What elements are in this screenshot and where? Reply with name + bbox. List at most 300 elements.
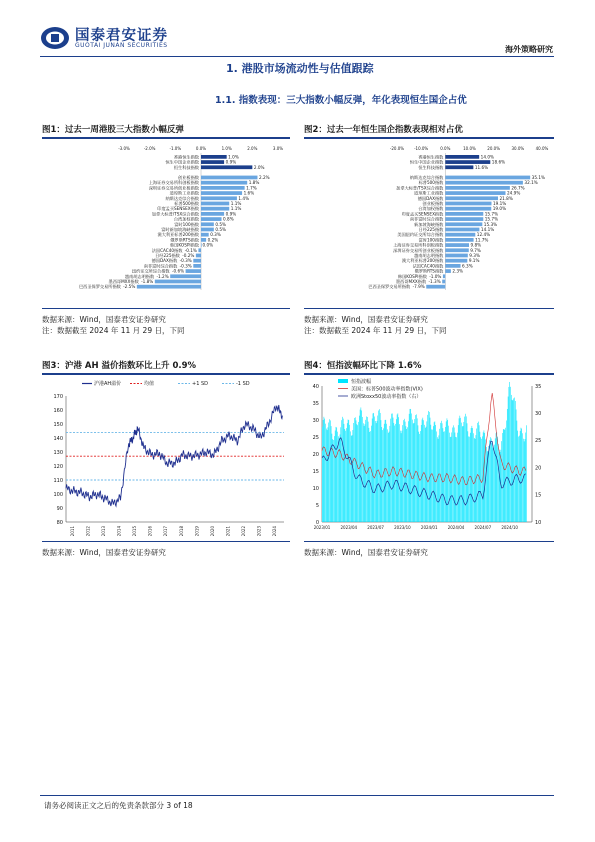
bar-value-label: 32.1%: [524, 180, 538, 186]
y-left-tick-label: 10: [312, 485, 319, 492]
hsi-vol-bar: [473, 433, 474, 522]
bar: [201, 155, 227, 159]
bar-category-label: 香港恒生指数: [173, 154, 199, 160]
hsi-vol-bar: [478, 422, 479, 522]
bar-category-label: 纽约证交所综合指数: [131, 268, 170, 274]
hsi-vol-bar: [413, 423, 414, 522]
hsi-vol-bar: [437, 437, 438, 522]
hsi-vol-bar: [388, 433, 389, 522]
hsi-vol-bar: [394, 423, 395, 522]
hsi-vol-bar: [414, 419, 415, 522]
fig1-top-rule: [42, 137, 290, 139]
hsi-vol-bar: [353, 430, 354, 522]
hsi-vol-bar: [495, 438, 496, 522]
hsi-vol-bar: [414, 423, 415, 522]
x-tick-label: -3.0%: [118, 146, 130, 151]
hsi-vol-bar: [390, 419, 391, 522]
bar: [201, 181, 247, 185]
bar-value-label: -1.0%: [429, 273, 442, 279]
hsi-vol-bar: [383, 428, 384, 522]
bar-category-label: 越南胡志明指数: [414, 253, 444, 259]
y-right-tick-label: 35: [535, 383, 542, 390]
bar-value-label: 14.0%: [480, 154, 494, 160]
y-right-tick-label: 25: [535, 438, 542, 445]
hsi-vol-bar: [330, 420, 331, 522]
hsi-vol-bar: [508, 397, 509, 522]
hsi-vol-bar: [347, 423, 348, 522]
hsi-vol-bar: [340, 434, 341, 522]
hsi-vol-bar: [480, 437, 481, 522]
bar-category-label: 德国DAX指数: [151, 258, 178, 264]
y-right-tick-label: 20: [535, 465, 542, 472]
bar-value-label: 1.8%: [248, 180, 260, 186]
bar-category-label: 创业板指数: [422, 201, 444, 207]
bar: [445, 176, 530, 180]
fig4-chart: [304, 376, 554, 538]
hsi-vol-bar: [512, 400, 513, 522]
hsi-vol-bar: [443, 428, 444, 522]
hsi-vol-bar: [494, 445, 495, 522]
fig2-source: 数据来源：Wind，国泰君安证券研究: [304, 315, 428, 324]
hsi-vol-bar: [469, 437, 470, 522]
hsi-vol-bar: [423, 420, 424, 522]
hsi-vol-bar: [488, 451, 489, 522]
hsi-vol-bar: [500, 452, 501, 522]
bar: [201, 202, 229, 206]
hsi-vol-bar: [380, 413, 381, 522]
page-header: [0, 0, 595, 62]
bar: [201, 176, 257, 180]
hsi-vol-bar: [477, 423, 478, 522]
hsi-vol-bar: [471, 428, 472, 522]
bar-value-label: 26.7%: [511, 185, 525, 191]
hsi-vol-bar: [455, 433, 456, 522]
fig2-chart: [304, 140, 554, 305]
hsi-vol-bar: [458, 425, 459, 522]
legend-label: -1 SD: [236, 381, 250, 387]
bar-category-label: 新加坡海峡指数: [414, 221, 444, 227]
x-tick-label: 3.0%: [272, 146, 284, 151]
hsi-vol-bar: [324, 419, 325, 522]
x-tick-label: 0.0%: [440, 146, 451, 151]
fig4-bottom-rule: [304, 541, 554, 542]
hsi-vol-bar: [340, 427, 341, 522]
hsi-vol-bar: [398, 413, 399, 522]
hsi-vol-bar: [497, 432, 498, 522]
bar-value-label: 19.1%: [492, 201, 507, 207]
hsi-vol-bar: [370, 431, 371, 522]
bar-category-label: 墨西哥MXX指数: [108, 279, 139, 285]
hsi-vol-bar: [355, 417, 356, 522]
bar-category-label: 标普500指数: [418, 180, 444, 186]
bar: [445, 196, 498, 200]
x-tick-label: 2011: [69, 526, 75, 537]
bar-value-label: 1.1%: [230, 206, 242, 212]
x-tick-label: 2023: [256, 526, 262, 537]
bar: [201, 228, 214, 232]
bar-value-label: 0.5%: [215, 221, 226, 227]
hsi-vol-bar: [352, 435, 353, 522]
hsi-vol-bar: [422, 419, 423, 522]
hsi-vol-bar: [438, 439, 439, 522]
hsi-vol-bar: [342, 417, 343, 522]
legend-label: 美国：标普500波动率指数(VIX): [351, 386, 423, 393]
x-tick-label: 2022: [241, 526, 247, 537]
bar-category-label: 墨西哥MXX指数: [395, 279, 427, 285]
ah-premium-line: [66, 405, 282, 506]
hsi-vol-bar: [496, 433, 497, 522]
hsi-vol-bar: [407, 427, 408, 522]
bar-category-label: 南非富时综合指数: [143, 263, 178, 269]
hsi-vol-bar: [504, 429, 505, 522]
hsi-vol-bar: [323, 420, 324, 522]
bar: [445, 217, 483, 221]
bar-category-label: 上海证券交易所科创板指数: [148, 180, 199, 186]
hsi-vol-bar: [510, 387, 511, 522]
hsi-vol-bar: [387, 429, 388, 522]
hsi-vol-bar: [513, 400, 514, 522]
fig2-top-rule: [304, 137, 554, 139]
hsi-vol-bar: [502, 433, 503, 522]
bar-value-label: 12.4%: [476, 232, 491, 238]
hsi-vol-bar: [359, 416, 360, 522]
y-left-tick-label: 30: [312, 417, 319, 424]
hsi-vol-bar: [344, 424, 345, 522]
x-tick-label: 2024/10: [501, 525, 518, 530]
bar-value-label: 2.0%: [253, 164, 265, 170]
bar: [137, 285, 201, 289]
hsi-vol-bar: [357, 424, 358, 522]
x-tick-label: 20.0%: [487, 146, 501, 151]
bar-category-label: 韩国KOSPI指数: [397, 273, 427, 279]
hsi-vol-bar: [406, 429, 407, 522]
hsi-vol-bar: [391, 414, 392, 522]
fig4-title-text: 恒指波幅环比下降 1.6%: [326, 361, 422, 371]
fig3-title-text: 沪港 AH 溢价指数环比上升 0.9%: [64, 361, 197, 371]
hsi-vol-bar: [427, 421, 428, 522]
hsi-vol-bar: [374, 416, 375, 522]
x-tick-label: 2018: [178, 526, 184, 537]
hsi-vol-bar: [366, 416, 367, 522]
bar-value-label: 35.1%: [531, 175, 545, 181]
y-left-tick-label: 40: [312, 383, 319, 390]
hsi-vol-bar: [427, 415, 428, 522]
hsi-vol-bar: [481, 439, 482, 522]
bar: [445, 238, 473, 242]
hsi-vol-bar: [452, 427, 453, 522]
bar: [445, 165, 473, 169]
hsi-vol-bar: [378, 410, 379, 522]
hsi-vol-bar: [426, 427, 427, 522]
bar-value-label: 18.6%: [491, 159, 506, 165]
hsi-vol-bar: [326, 429, 327, 522]
bar-category-label: 纳斯达克综合指数: [409, 175, 444, 181]
hsi-vol-bar: [460, 418, 461, 522]
bar: [445, 202, 491, 206]
bar-value-label: 1.0%: [228, 154, 239, 160]
bar-category-label: 日经225指数: [418, 227, 444, 233]
hsi-vol-bar: [322, 427, 323, 522]
x-tick-label: 2024/07: [474, 525, 492, 530]
bar: [193, 259, 201, 263]
bar: [445, 269, 451, 273]
hsi-vol-bar: [499, 450, 500, 522]
bar-value-label: 2.2%: [258, 175, 270, 181]
hsi-vol-bar: [324, 417, 325, 522]
hsi-vol-bar: [410, 409, 411, 522]
report-type: 海外策略研究: [505, 45, 553, 54]
hsi-vol-bar: [337, 432, 338, 522]
bar-category-label: 富时100指数: [174, 221, 199, 227]
y-left-tick-label: 25: [312, 434, 319, 441]
bar: [193, 264, 201, 268]
hsi-vol-bar: [470, 433, 471, 522]
hsi-vol-bar: [488, 446, 489, 522]
hsi-vol-bar: [509, 387, 510, 522]
bar-category-label: 巴西圣保罗交易所指数: [368, 284, 411, 290]
bar-category-label: 法国CAC40指数: [412, 263, 444, 269]
hsi-vol-bar: [521, 429, 522, 522]
hsi-vol-bar: [398, 417, 399, 522]
fig1-title: [42, 123, 184, 135]
bar-category-label: 越南胡志明指数: [124, 273, 155, 279]
hsi-vol-bar: [484, 430, 485, 522]
bar: [201, 212, 224, 216]
bar: [445, 207, 491, 211]
x-tick-label: 2024/04: [447, 525, 465, 530]
bar-value-label: 14.1%: [480, 227, 495, 233]
hsi-vol-bar: [467, 423, 468, 522]
hsi-vol-bar: [513, 398, 514, 522]
company-name-en: GUOTAI JUNAN SECURITIES: [75, 42, 168, 49]
hsi-vol-bar: [368, 422, 369, 522]
hsi-vol-bar: [515, 401, 516, 522]
bar-value-label: 15.7%: [484, 216, 499, 222]
x-tick-label: 2023/10: [394, 525, 411, 530]
bar-category-label: 韩国KOSPI指数: [170, 242, 199, 248]
y-right-tick-label: 30: [535, 411, 542, 417]
hsi-vol-bar: [448, 426, 449, 522]
fig4-top-rule: [304, 373, 554, 375]
x-tick-label: 2019: [194, 526, 200, 537]
hsi-vol-bar: [381, 420, 382, 522]
hsi-vol-bar: [379, 409, 380, 522]
x-tick-label: 2023/04: [340, 525, 358, 530]
hsi-vol-bar: [393, 418, 394, 522]
hsi-vol-bar: [361, 410, 362, 522]
bar-value-label: 11.7%: [475, 237, 489, 243]
bar-category-label: 深圳证券交易所创业板指数: [148, 185, 199, 191]
hsi-vol-bar: [402, 431, 403, 522]
hsi-vol-bar: [493, 448, 494, 522]
fig4-title: [304, 359, 421, 371]
y-tick-label: 140: [53, 435, 63, 442]
bar-category-label: 深圳证券交易所创业板指数: [393, 247, 444, 253]
legend-label: 恒指波幅: [351, 379, 372, 385]
hsi-vol-bar: [520, 431, 521, 522]
bar: [445, 243, 469, 247]
bar-category-label: 法国CAC40指数: [151, 247, 183, 253]
hsi-vol-bar: [369, 428, 370, 522]
hsi-vol-bar: [362, 417, 363, 522]
y-tick-label: 170: [53, 393, 63, 400]
bar: [445, 212, 483, 216]
bar-category-label: 日经225指数: [155, 253, 180, 259]
bar-category-label: 恒生科技指数: [418, 164, 444, 170]
y-tick-label: 150: [53, 421, 63, 428]
hsi-vol-bar: [338, 436, 339, 522]
bar-value-label: 0.5%: [215, 227, 226, 233]
hsi-vol-bar: [403, 420, 404, 522]
hsi-vol-bar: [356, 420, 357, 522]
x-tick-label: 2020: [209, 526, 215, 537]
fig3-bottom-rule: [42, 541, 290, 542]
bar-value-label: 9.1%: [468, 258, 480, 264]
hsi-vol-bar: [371, 426, 372, 522]
fig1-chart: [42, 140, 290, 305]
hsi-vol-bar: [401, 433, 402, 522]
company-logo-icon: [40, 26, 70, 50]
bar-value-label: 2.3%: [452, 268, 464, 274]
hsi-vol-bar: [399, 424, 400, 522]
hsi-vol-bar: [349, 420, 350, 522]
hsi-vol-bar: [464, 422, 465, 522]
bar: [201, 222, 214, 226]
hsi-vol-bar: [461, 423, 462, 522]
bar-category-label: 加拿大标普/TSX综合指数: [151, 211, 199, 217]
bar: [201, 165, 252, 169]
x-tick-label: 2015: [132, 526, 138, 537]
y-tick-label: 120: [53, 463, 63, 470]
hsi-vol-bar: [433, 426, 434, 522]
bar-category-label: 富时100指数: [418, 237, 444, 243]
hsi-vol-bar: [525, 439, 526, 522]
hsi-vol-bar: [444, 431, 445, 522]
hsi-vol-bar: [506, 420, 507, 522]
bar: [201, 186, 245, 190]
fig3-title-prefix: 图3：: [42, 361, 65, 371]
hsi-vol-bar: [421, 425, 422, 522]
hsi-vol-bar: [501, 441, 502, 522]
bar-value-label: -0.3%: [179, 258, 192, 264]
hsi-vol-bar: [491, 439, 492, 522]
hsi-vol-bar: [445, 427, 446, 522]
hsi-vol-bar: [454, 427, 455, 522]
x-tick-label: 40.0%: [535, 146, 549, 151]
hsi-vol-bar: [411, 413, 412, 522]
bar-category-label: 恒生中国企业指数: [409, 159, 444, 165]
y-tick-label: 80: [56, 519, 63, 526]
bar-category-label: 澳大利亚标普200指数: [157, 232, 199, 238]
y-right-tick-label: 15: [535, 492, 542, 499]
bar: [445, 254, 467, 258]
hsi-vol-bar: [336, 428, 337, 522]
hsi-vol-bar: [345, 429, 346, 522]
fig4-title-prefix: 图4：: [304, 361, 327, 371]
bar-value-label: -7.9%: [412, 284, 425, 290]
hsi-vol-bar: [390, 426, 391, 522]
hsi-vol-bar: [341, 420, 342, 522]
y-tick-label: 110: [53, 477, 63, 484]
hsi-vol-bar: [325, 424, 326, 522]
bar: [445, 222, 482, 226]
bar-value-label: -0.2%: [182, 253, 195, 259]
bar: [155, 280, 201, 284]
subsection-title: 1.1. 指数表现：三大指数小幅反弹，年化表现恒生国企占优: [215, 95, 467, 106]
fig2-title-text: 过去一年恒生国企指数表现相对占优: [326, 125, 463, 135]
y-left-tick-label: 15: [312, 468, 319, 475]
hsi-vol-bar: [367, 417, 368, 522]
fig1-title-text: 过去一周港股三大指数小幅反弹: [64, 125, 184, 135]
x-tick-label: 2017: [163, 526, 169, 537]
hsi-vol-bar: [517, 421, 518, 522]
hsi-vol-bar: [456, 437, 457, 522]
hsi-vol-bar: [526, 425, 527, 522]
hsi-vol-bar: [522, 433, 523, 522]
bar: [201, 238, 206, 242]
bar: [201, 196, 237, 200]
hsi-vol-bar: [348, 420, 349, 522]
bar-category-label: 印度孟买SENSEX指数: [157, 206, 199, 212]
bar-category-label: 俄罗斯RTS指数: [170, 237, 199, 243]
hsi-vol-bar: [358, 422, 359, 522]
bar-category-label: 美国纽约证交所综合指数: [397, 232, 444, 238]
hsi-vol-bar: [343, 419, 344, 522]
hsi-vol-bar: [503, 429, 504, 522]
bar-category-label: 恒生科技指数: [173, 164, 199, 170]
hsi-vol-bar: [373, 413, 374, 522]
fig1-source: 数据来源：Wind，国泰君安证券研究: [42, 315, 166, 324]
bar-value-label: 1.4%: [238, 195, 250, 201]
bar-value-label: 0.2%: [207, 237, 219, 243]
section-title: 1. 港股市场流动性与估值跟踪: [226, 62, 374, 75]
hsi-vol-bar: [493, 447, 494, 522]
hsi-vol-bar: [484, 433, 485, 522]
bar: [186, 269, 201, 273]
bar-value-label: -1.8%: [141, 279, 154, 285]
bar: [196, 254, 201, 258]
header-divider: [40, 56, 554, 57]
bar: [201, 233, 209, 237]
bar-value-label: 9.7%: [470, 247, 481, 253]
legend-label: 欧洲Stoxx50波动率指数（右）: [351, 394, 422, 400]
hsi-vol-bar: [335, 431, 336, 522]
hsi-vol-bar: [382, 427, 383, 522]
hsi-vol-bar: [336, 427, 337, 522]
hsi-vol-bar: [439, 429, 440, 522]
x-tick-label: 2014: [116, 526, 122, 537]
bar-category-label: 上海证券交易所科创板指数: [393, 242, 444, 248]
footer-divider: [40, 795, 554, 796]
bar-value-label: 9.3%: [469, 253, 480, 259]
hsi-vol-bar: [372, 418, 373, 522]
fig3-title: [42, 359, 196, 371]
hsi-vol-bar: [394, 426, 395, 522]
bar-category-label: 印度孟买SENSEX指数: [401, 211, 444, 217]
hsi-vol-bar: [443, 432, 444, 522]
x-tick-label: 1.0%: [221, 146, 232, 151]
hsi-vol-bar: [431, 425, 432, 522]
hsi-vol-bar: [497, 437, 498, 522]
hsi-vol-bar: [369, 432, 370, 522]
hsi-vol-bar: [505, 428, 506, 522]
bar-value-label: -0.6%: [171, 268, 185, 274]
bar-value-label: 15.3%: [483, 221, 498, 227]
x-tick-label: -1.0%: [169, 146, 182, 151]
hsi-vol-bar: [410, 409, 411, 522]
bar-category-label: 恒生中国企业指数: [165, 159, 199, 165]
bar-category-label: 台湾加权指数: [173, 216, 199, 222]
